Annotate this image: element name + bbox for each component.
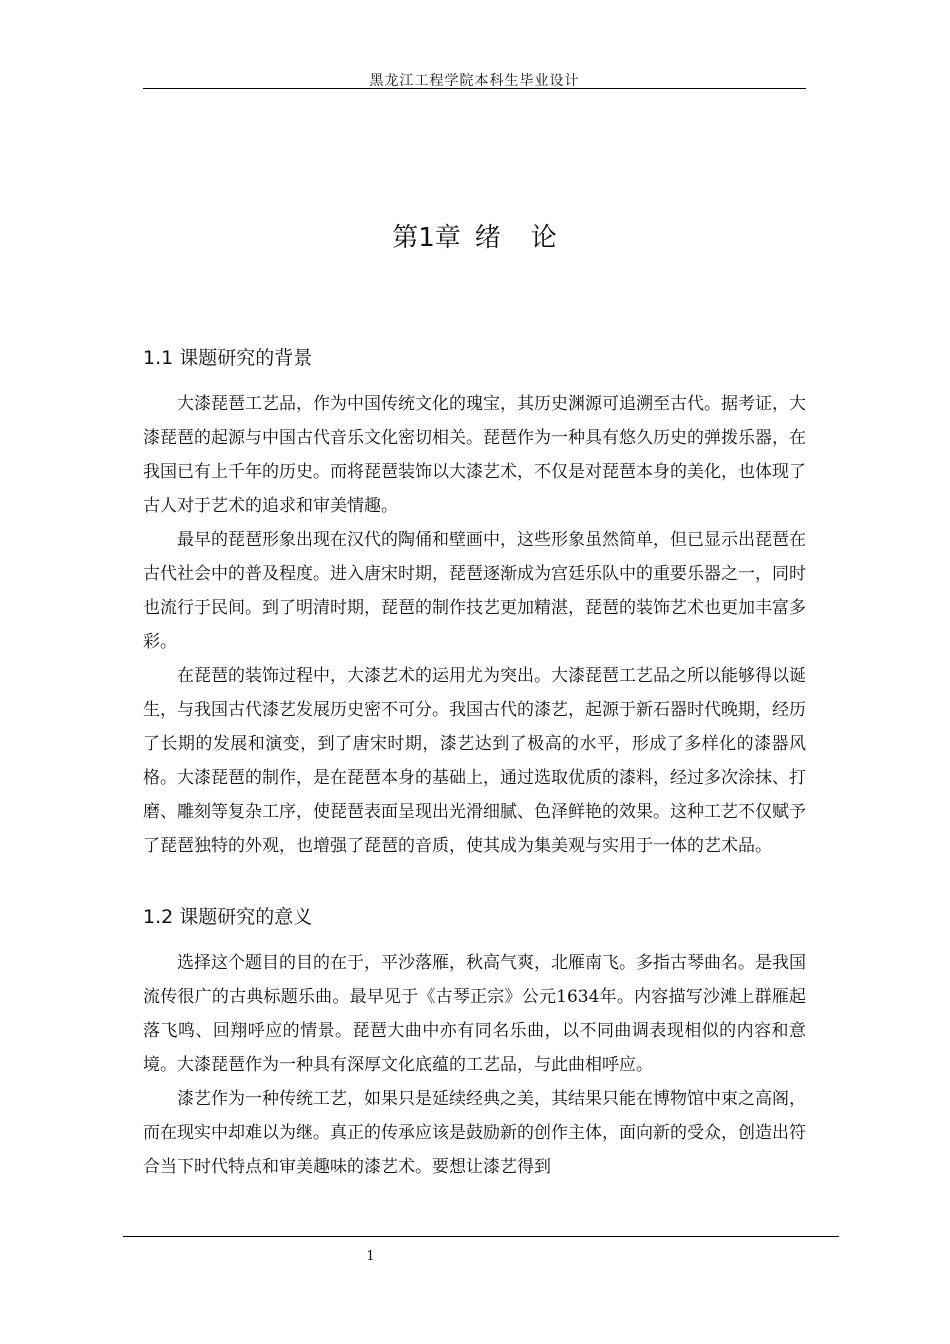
section-heading-1-2: 1.2 课题研究的意义	[143, 906, 313, 928]
paragraph: 在琵琶的装饰过程中，大漆艺术的运用尤为突出。大漆琵琶工艺品之所以能够得以诞生，与我国古代漆艺发展历史密不可分。我国古代的漆艺，起源于新石器时代晚期，经历了长期的发展和演变，到了唐宋时期，漆艺达到了极高的水平，形成了多样化的漆器风格。大漆琵琶的制作，是在琵琶本身的基础上，通过选取优质的漆料，经过多次涂抹、打磨、雕刻等复杂工序，使琵琶表面呈现出光滑细腻、色泽鲜艳的效果。这种工艺不仅赋予了琵琶独特的外观，也增强了琵琶的音质，使其成为集美观与实用于一体的艺术品。	[143, 666, 806, 856]
chapter-number: 第1章	[392, 223, 461, 253]
section-1-2-body	[143, 946, 806, 1184]
chapter-title-part-1: 绪	[474, 223, 501, 253]
paragraph: 选择这个题目的目的在于，平沙落雁，秋高气爽，北雁南飞。多指古琴曲名。是我国流传很广的古典标题乐曲。最早见于《古琴正宗》公元1634年。内容描写沙滩上群雁起落飞鸣、回翔呼应的情景。琵琶大曲中亦有同名乐曲，以不同曲调表现相似的内容和意境。大漆琵琶作为一种具有深厚文化底蕴的工艺品，与此曲相呼应。	[143, 953, 806, 1075]
running-header: 黑龙江工程学院本科生毕业设计	[369, 73, 580, 89]
paragraph: 漆艺作为一种传统工艺，如果只是延续经典之美，其结果只能在博物馆中束之高阁，而在现实中却难以为继。真正的传承应该是鼓励新的创作主体，面向新的受众，创造出符合当下时代特点和审美趣味的漆艺术。要想让漆艺得到	[143, 1089, 806, 1177]
chapter-title-part-2: 论	[530, 223, 557, 253]
section-heading-1-1: 1.1 课题研究的背景	[143, 347, 313, 369]
paragraph: 最早的琵琶形象出现在汉代的陶俑和壁画中，这些形象虽然简单，但已显示出琵琶在古代社会中的普及程度。进入唐宋时期，琵琶逐渐成为宫廷乐队中的重要乐器之一，同时也流行于民间。到了明清时期，琵琶的制作技艺更加精湛，琵琶的装饰艺术也更加丰富多彩。	[143, 530, 806, 652]
footer-rule	[123, 1236, 839, 1237]
page-number: 1	[366, 1249, 375, 1264]
section-1-1-body	[143, 387, 806, 863]
header-rule	[143, 88, 806, 89]
paragraph: 大漆琵琶工艺品，作为中国传统文化的瑰宝，其历史渊源可追溯至古代。据考证，大漆琵琶的起源与中国古代音乐文化密切相关。琵琶作为一种具有悠久历史的弹拨乐器，在我国已有上千年的历史。而将琵琶装饰以大漆艺术，不仅是对琵琶本身的美化，也体现了古人对于艺术的追求和审美情趣。	[143, 394, 806, 516]
chapter-title	[143, 222, 806, 254]
